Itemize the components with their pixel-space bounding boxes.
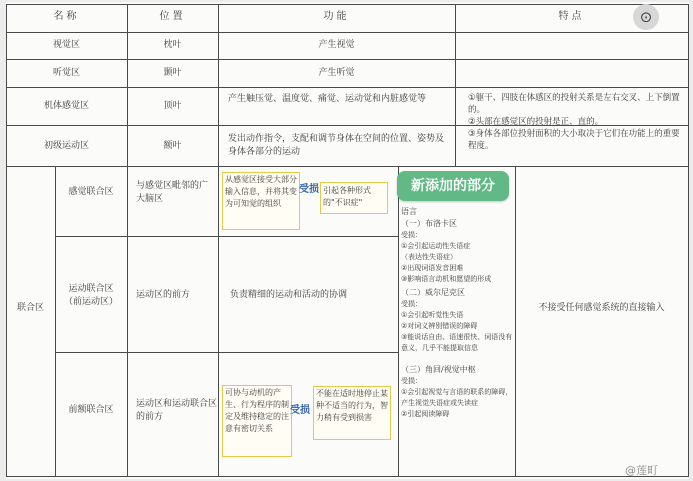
association-label: 联合区 (16, 303, 44, 313)
row-somatosensory-function: 产生触压觉、温度觉、痛觉、运动觉和内脏感觉等 (228, 94, 427, 104)
sensory-association-name: 感觉联合区 (68, 187, 114, 197)
table-border-right (688, 4, 689, 476)
angular-body: 受损： ①会引起视觉与言语的联系的障碍，产生视觉失语症或失读症 ②引起阅读障碍 (401, 377, 513, 418)
motor-association-position: 运动区的前方 (136, 290, 191, 300)
prefrontal-note-right: 不能在适时地停止某种不适当的行为，智力稍有受到损害 (316, 389, 388, 422)
language-title: 语言 (401, 207, 417, 216)
motor-association-function: 负责精细的运动和活动的协调 (230, 290, 348, 300)
header-name: 名称 (53, 11, 80, 22)
watermark: @莲町 (625, 464, 658, 477)
row-visual-name: 视觉区 (52, 40, 80, 50)
header-feature: 特点 (558, 11, 585, 22)
table-rule (6, 87, 689, 88)
sensory-association-position: 与感觉区毗邻的广大脑区 (136, 181, 209, 204)
row-motor-position: 额叶 (163, 141, 182, 151)
association-feature: 不接受任何感觉系统的直接输入 (538, 303, 665, 313)
table-rule (55, 352, 398, 353)
row-somatosensory-name: 机体感觉区 (43, 101, 89, 111)
table-rule (6, 32, 689, 33)
header-function: 功能 (323, 11, 350, 22)
wernicke-body: 受损： ①会引起听觉性失语 ②对词义辨别错误的障碍 ③能说话自由、语速很快、词语没有意义，几乎不能提取信息 (401, 300, 513, 352)
row-somatosensory-position: 顶叶 (163, 101, 182, 111)
motor-association-name: 运动联合区 （前运动区） (63, 284, 118, 307)
row-visual-function: 产生视觉 (318, 40, 355, 50)
table-rule (515, 166, 516, 476)
table-rule (6, 59, 689, 60)
broca-heading: （一）布洛卡区 (401, 219, 457, 228)
prefrontal-association-position: 运动区和运动联合区的前方 (136, 399, 218, 422)
wernicke-heading: （二）威尔尼克区 (401, 288, 465, 297)
prefrontal-association-name: 前额联合区 (68, 405, 114, 415)
broca-body: 受损： ①会引起运动性失语症 （表达性失语症） ②出现词语发音困难 ③影响语言动机和愿望的形成 (401, 231, 492, 283)
header-position: 位置 (159, 11, 186, 22)
damage-arrow-label: 受损 (299, 184, 319, 195)
row-motor-function: 发出动作指令，支配和调节身体在空间的位置、姿势及身体各部分的运动 (228, 134, 445, 157)
sensory-note-right: 引起各种形式的"不识症" (323, 186, 371, 207)
table-border-top (6, 4, 689, 5)
row-auditory-position: 颞叶 (163, 68, 182, 78)
table-rule (398, 166, 399, 476)
table-rule (455, 4, 456, 166)
table-rule (55, 236, 398, 237)
row-motor-name: 初级运动区 (43, 141, 89, 151)
row-visual-position: 枕叶 (163, 40, 182, 50)
table-border-bottom (6, 476, 689, 477)
damage-arrow-label: 受损 (290, 405, 310, 416)
new-section-badge: 新添加的部分 (397, 171, 509, 201)
angular-heading: （三）角回/视觉中枢 (401, 365, 476, 374)
sensory-note-left: 从感觉区接受大部分输入信息，并将其变为可知觉的组织 (225, 175, 297, 208)
row-auditory-function: 产生听觉 (318, 68, 355, 78)
table-rule (6, 166, 689, 167)
row-somatosensory-feature: ①躯干、四肢在体感区的投射关系是左右交叉、上下倒置的。 ②头部在感觉区的投射是正、直的。 ③身体各部位投射面积的大小取决于它们在功能上的重要程度。 (468, 93, 680, 151)
lens-search-icon[interactable]: ⊙ (633, 4, 659, 30)
prefrontal-note-left: 可协与动机的产生、行为程序的制定及维持稳定的注意有密切关系 (225, 388, 289, 433)
row-auditory-name: 听觉区 (52, 68, 80, 78)
table-rule (55, 166, 56, 476)
